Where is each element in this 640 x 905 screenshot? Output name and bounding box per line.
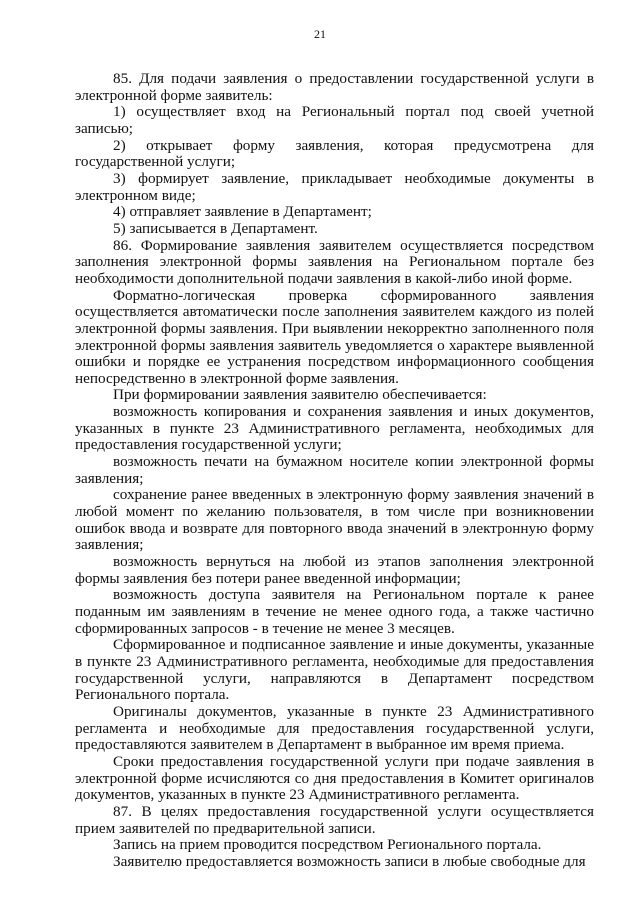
- paragraph-deadlines: Сроки предоставления государственной услуги при подаче заявления в электронной форме исчисляются со дня предоставления в Комитет оригиналов документов, указанных в пункте 23 Административного регламента.: [75, 752, 594, 804]
- paragraph-save-values: сохранение ранее введенных в электронную форму заявления значений в любой момент по желанию пользователя, в том числе при возникновении ошибок ввода и возврате для повторного ввода значений в электронную форму заявления;: [75, 486, 594, 554]
- list-item-open-form: 2) открывает форму заявления, которая предусмотрена для государственной услуги;: [75, 136, 594, 171]
- document-body: [75, 71, 594, 871]
- paragraph-appointment-slots: Заявителю предоставляется возможность записи в любые свободные для: [113, 852, 586, 870]
- paragraph-originals: Оригиналы документов, указанные в пункте 23 Административного регламента и необходимые для предоставления государственной услуги, предоставляются заявителем в Департамент в выбранное им время приема.: [75, 702, 594, 754]
- paragraph-provided-intro: При формировании заявления заявителю обеспечивается:: [113, 386, 487, 404]
- paragraph-signed-application: Сформированное и подписанное заявление и иные документы, указанные в пункте 23 Административного регламента, необходимые для предоставления государственной услуги, направляются в Департамент посредством Регионального портала.: [75, 636, 594, 704]
- paragraph-print: возможность печати на бумажном носителе копии электронной формы заявления;: [75, 453, 594, 487]
- paragraph-return-stage: возможность вернуться на любой из этапов заполнения электронной формы заявления без потери ранее введенной информации;: [75, 553, 594, 587]
- list-item-form-application: 3) формирует заявление, прикладывает необходимые документы в электронном виде;: [75, 169, 594, 204]
- list-item-login: 1) осуществляет вход на Региональный портал под своей учетной записью;: [75, 103, 594, 137]
- paragraph-copy-save: возможность копирования и сохранения заявления и иных документов, указанных в пункте 23 Административного регламента, необходимых для предоставления государственной услуги;: [75, 403, 594, 454]
- paragraph-85-intro: 85. Для подачи заявления о предоставлении государственной услуги в электронной форме заявитель:: [75, 70, 594, 104]
- paragraph-86: 86. Формирование заявления заявителем осуществляется посредством заполнения электронной формы заявления на Региональном портале без необходимости дополнительной подачи заявления в какой-либо иной форме.: [75, 236, 594, 287]
- page-number: 21: [314, 27, 326, 41]
- paragraph-format-check: Форматно-логическая проверка сформированного заявления осуществляется автоматически после заполнения заявителем каждого из полей электронной формы заявления. При выявлении некорректно заполненного поля электронной формы заявления заявитель уведомляется о характере выявленной ошибки и порядке ее устранения посредством информационного сообщения непосредственно в электронной форме заявления.: [75, 286, 594, 387]
- paragraph-appointment-portal: Запись на прием проводится посредством Регионального портала.: [113, 836, 542, 854]
- list-item-send: 4) отправляет заявление в Департамент;: [113, 203, 372, 221]
- list-item-register: 5) записывается в Департамент.: [113, 219, 318, 237]
- paragraph-87: 87. В целях предоставления государственной услуги осуществляется прием заявителей по предварительной записи.: [75, 802, 594, 837]
- paragraph-access-history: возможность доступа заявителя на Региональном портале к ранее поданным им заявлениям в течение не менее одного года, а также частично сформированных запросов - в течение не менее 3 месяцев.: [75, 586, 594, 637]
